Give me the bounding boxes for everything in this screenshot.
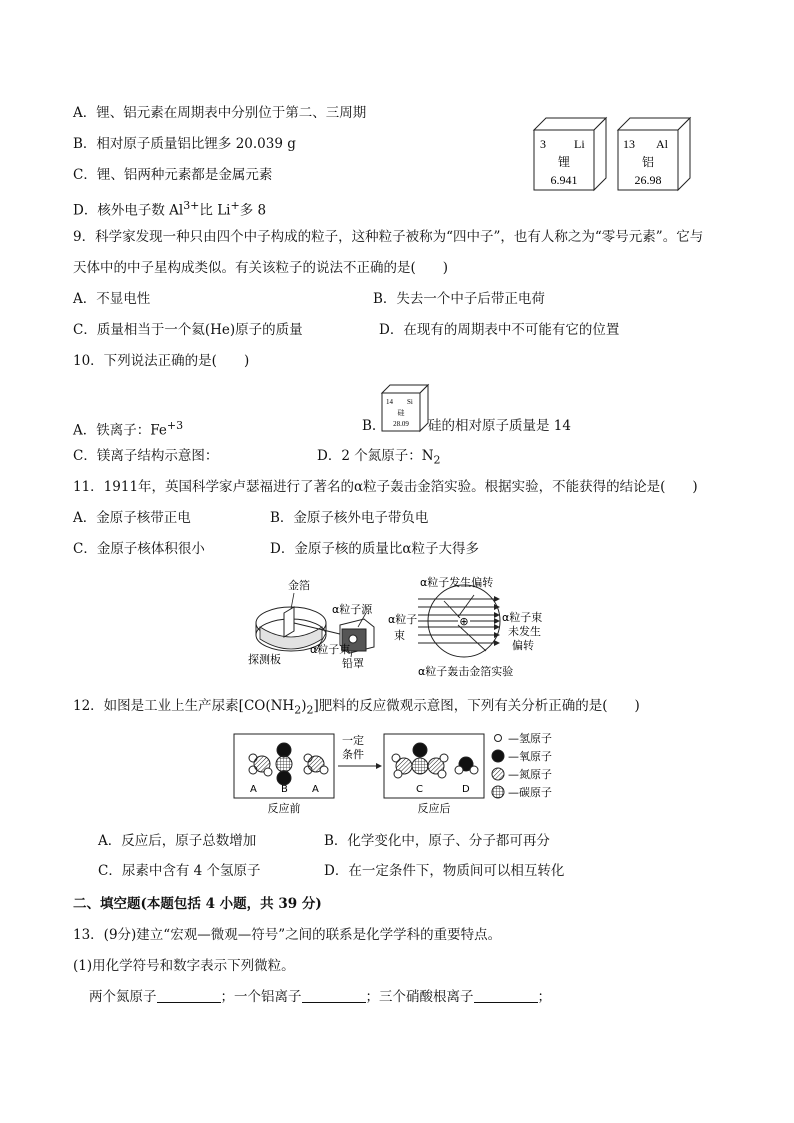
si-number: 14 — [386, 398, 393, 406]
before-label-b: B — [281, 784, 288, 795]
label-before: 反应前 — [267, 802, 301, 815]
condition-line-1: 一定 — [342, 734, 364, 747]
legend-oxygen: —氧原子 — [508, 750, 552, 763]
al-mass: 26.98 — [634, 173, 662, 187]
q10-option-a-pre: A．铁离子：Fe — [73, 422, 167, 439]
q9-option-c: C．质量相当于一个氦(He)原子的质量 — [73, 322, 303, 338]
q10-option-d-pre: D．2 个氮原子：N — [317, 448, 434, 464]
label-detector: 探测板 — [248, 653, 281, 666]
q10-option-b-text: 硅的相对原子质量是 14 — [428, 418, 571, 434]
q12-option-c: C．尿素中含有 4 个氢原子 — [98, 863, 261, 879]
si-mass: 28.09 — [393, 420, 409, 428]
al-number: 13 — [623, 137, 635, 151]
q11-option-b: B．金原子核外电子带负电 — [270, 510, 429, 526]
q8-option-d-post: 多 8 — [239, 202, 267, 219]
label-gold-foil: 金箔 — [288, 579, 310, 592]
condition-line-2: 条件 — [342, 748, 364, 761]
label-undeflected-2: 未发生 — [508, 625, 541, 638]
q10-option-a — [73, 417, 183, 440]
q12-stem-pre: 12．如图是工业上生产尿素[CO(NH — [73, 698, 295, 714]
q9-option-b: B．失去一个中子后带正电荷 — [373, 291, 545, 307]
element-cube-li — [530, 116, 610, 194]
q8-option-a: A．锂、铝元素在周期表中分别位于第二、三周期 — [73, 105, 367, 121]
q8-option-d-sup1: 3+ — [183, 199, 200, 212]
q11-stem: 11．1911年，英国科学家卢瑟福进行了著名的α粒子轰击金箔实验。根据实验，不能获得的结论是( ) — [73, 479, 698, 495]
q12-stem — [73, 697, 640, 720]
q8-option-c: C．锂、铝两种元素都是金属元素 — [73, 167, 273, 183]
al-name: 铝 — [641, 155, 655, 169]
figure-caption-rutherford: α粒子轰击金箔实验 — [418, 665, 514, 678]
after-label-d: D — [462, 784, 470, 795]
q11-option-c: C．金原子核体积很小 — [73, 541, 205, 557]
label-lead-shield: 铅罩 — [342, 657, 364, 670]
q13-stem: 13．(9分)建立“宏观—微观—符号”之间的联系是化学学科的重要特点。 — [73, 927, 502, 943]
rutherford-figure — [246, 573, 556, 683]
answer-blank-2[interactable] — [302, 988, 366, 1003]
label-deflected: α粒子发生偏转 — [420, 576, 494, 589]
label-undeflected-1: α粒子束 — [502, 611, 543, 624]
q11-option-a: A．金原子核带正电 — [73, 510, 191, 526]
fill-label-nitrate-ions: ；三个硝酸根离子 — [365, 989, 474, 1005]
q8-option-d-mid: 比 Li — [199, 202, 231, 219]
label-beam-2: 束 — [394, 629, 405, 642]
li-name: 锂 — [557, 155, 571, 169]
label-after: 反应后 — [417, 802, 451, 815]
label-alpha-beam: α粒子束 — [310, 643, 351, 656]
section-title-fill-in: 二、填空题(本题包括 4 小题，共 39 分) — [73, 896, 322, 912]
nucleus-symbol: ⊕ — [459, 615, 469, 628]
q10-option-a-sup: +3 — [166, 419, 184, 432]
before-label-a1: A — [250, 784, 257, 795]
q8-option-d — [73, 197, 266, 220]
q12-option-d: D．在一定条件下，物质间可以相互转化 — [324, 863, 565, 879]
before-label-a2: A — [312, 784, 319, 795]
q13-sub1: (1)用化学符号和数字表示下列微粒。 — [73, 958, 295, 974]
q13-fill-line — [89, 988, 551, 1006]
q8-option-d-sup2: + — [230, 199, 240, 212]
q11-option-d: D．金原子核的质量比α粒子大得多 — [270, 541, 479, 557]
q8-option-b: B．相对原子质量铝比锂多 20.039 g — [73, 136, 296, 152]
q10-option-c: C．镁离子结构示意图： — [73, 448, 219, 464]
label-beam-1: α粒子 — [388, 613, 418, 626]
si-symbol: Si — [407, 398, 413, 406]
q10-stem: 10．下列说法正确的是( ) — [73, 353, 250, 369]
fill-label-nitrogen-atoms: 两个氮原子 — [89, 989, 157, 1005]
legend-hydrogen: —氢原子 — [508, 732, 552, 745]
element-cube-al — [614, 116, 694, 194]
si-name: 硅 — [397, 409, 405, 417]
q10-option-d-sub: 2 — [433, 453, 441, 467]
answer-blank-1[interactable] — [157, 988, 221, 1003]
fill-end: ； — [537, 989, 551, 1005]
label-undeflected-3: 偏转 — [512, 639, 534, 652]
legend-nitrogen: —氮原子 — [508, 768, 552, 781]
q9-stem-line1: 9．科学家发现一种只由四个中子构成的粒子，这种粒子被称为“四中子”，也有人称之为“零号元素”。它与 — [73, 229, 704, 245]
urea-reaction-figure — [232, 728, 572, 818]
q9-option-a: A．不显电性 — [73, 291, 151, 307]
li-mass: 6.941 — [550, 173, 578, 187]
q12-option-b: B．化学变化中，原子、分子都可再分 — [324, 833, 550, 849]
q8-option-d-pre: D．核外电子数 Al — [73, 202, 184, 219]
q12-option-a: A．反应后，原子总数增加 — [98, 833, 257, 849]
q12-stem-sub1: 2 — [294, 703, 302, 717]
li-symbol: Li — [574, 137, 585, 151]
li-number: 3 — [540, 137, 546, 151]
q10-option-b-label: B. — [362, 418, 377, 434]
q12-stem-sub2: 2 — [306, 703, 314, 717]
element-cube-si — [379, 383, 431, 433]
q9-stem-line2: 天体中的中子星构成类似。有关该粒子的说法不正确的是( ) — [73, 260, 449, 276]
after-label-c: C — [416, 784, 423, 795]
answer-blank-3[interactable] — [474, 988, 538, 1003]
legend-carbon: —碳原子 — [508, 786, 552, 799]
label-alpha-source: α粒子源 — [332, 603, 373, 616]
q10-option-d — [317, 447, 441, 470]
q12-stem-post: ]肥料的反应微观示意图，下列有关分析正确的是( ) — [313, 698, 640, 714]
al-symbol: Al — [656, 137, 668, 151]
fill-label-aluminum-ion: ；一个铝离子 — [220, 989, 302, 1005]
q12-stem-mid: ) — [301, 698, 307, 714]
q9-option-d: D．在现有的周期表中不可能有它的位置 — [379, 322, 620, 338]
